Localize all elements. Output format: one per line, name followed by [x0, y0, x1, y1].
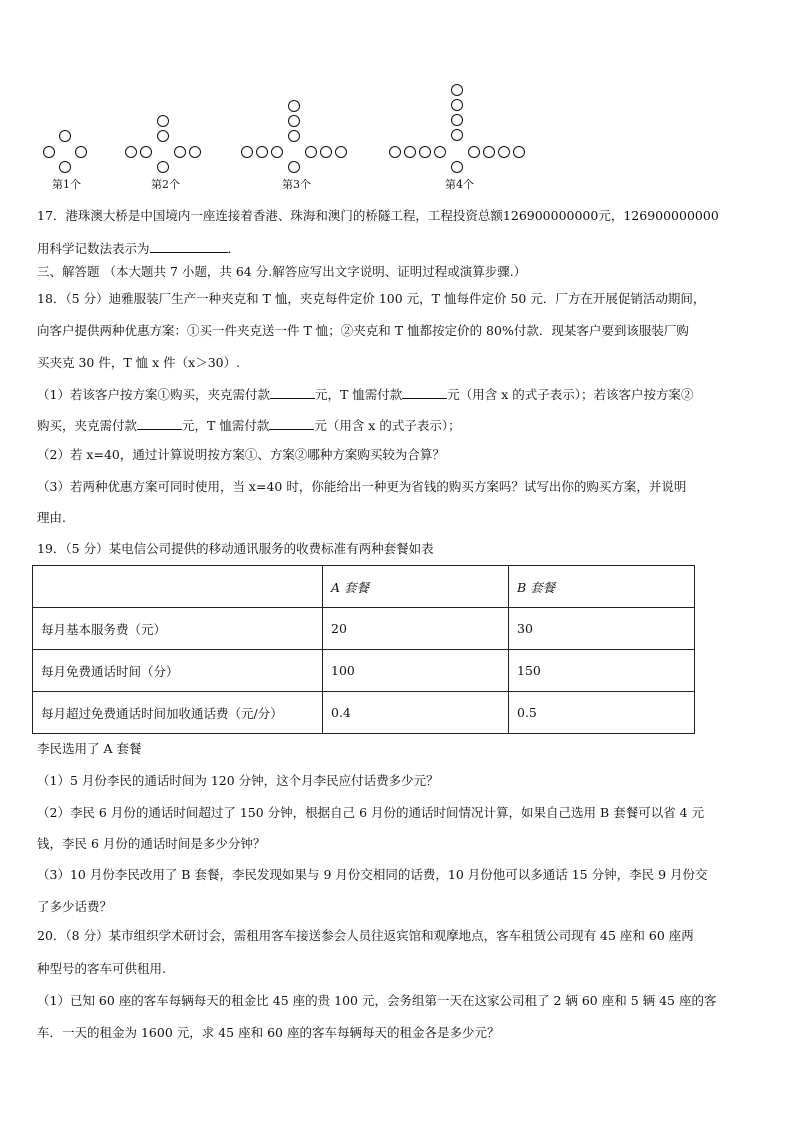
q19-intro: 19．（5 分）某电信公司提供的移动通讯服务的收费标准有两种套餐如表 [37, 541, 434, 556]
table-cell: 150 [509, 650, 695, 692]
q19-part1: （1）5 月份李民的通话时间为 120 分钟，这个月李民应付话费多少元？ [37, 773, 439, 788]
q18-p1-text-f: 元（用含 x 的式子表示）； [314, 418, 461, 433]
table-header-cell [33, 566, 323, 608]
figure-label-3: 第3个 [282, 178, 311, 191]
table-row [33, 650, 695, 692]
table-cell: 20 [323, 608, 509, 650]
pattern-circle [60, 131, 71, 142]
circle-patterns [0, 75, 794, 200]
pattern-circle [158, 131, 169, 142]
table-header-cell: B 套餐 [509, 566, 695, 608]
q18-p1-text-c: 元（用含 x 的式子表示）；若该客户按方案② [447, 387, 694, 402]
q18-part3-line-1: （3）若两种优惠方案可同时使用，当 x=40 时，你能给出一种更为省钱的购买方案吗？试写出你的购买方案，并说明 [37, 479, 687, 494]
q20-line-2: 种型号的客车可供租用. [37, 961, 166, 976]
pattern-circle [242, 147, 253, 158]
pattern-circle [158, 162, 169, 173]
pattern-circle [190, 147, 201, 158]
q19-after-table: 李民选用了 A 套餐 [37, 741, 142, 756]
q18-part1-line-1 [37, 386, 694, 403]
pattern-circle [514, 147, 525, 158]
pattern-circle [390, 147, 401, 158]
q19-part3-line-2: 了多少话费？ [37, 899, 113, 914]
q20-line-1: 20．（8 分）某市组织学术研讨会，需租用客车接送参会人员往返宾馆和观摩地点，客车租赁公司现有 45 座和 60 座两 [37, 928, 694, 943]
answer-blank [269, 417, 314, 430]
pattern-circle [321, 147, 332, 158]
pattern-circle [484, 147, 495, 158]
pattern-circle [76, 147, 87, 158]
q18-p1-text-b: 元，T 恤需付款 [314, 387, 403, 402]
pattern-circle [405, 147, 416, 158]
pattern-circle [420, 147, 431, 158]
section-3-title: 三、解答题 （本大题共 7 小题，共 64 分.解答应写出文字说明、证明过程或演算步骤.） [37, 264, 527, 279]
answer-blank [137, 417, 182, 430]
q17-suffix: ． [227, 241, 241, 256]
q20-part1-line-1: （1）已知 60 座的客车每辆每天的租金比 45 座的贵 100 元，会务组第一天在这家公司租了 2 辆 60 座和 5 辆 45 座的客 [37, 993, 717, 1008]
table-cell: 每月免费通话时间（分） [33, 650, 323, 692]
figure-label-1: 第1个 [52, 178, 81, 191]
pattern-circle [257, 147, 268, 158]
q18-line-1: 18．（5 分）迪雅服装厂生产一种夹克和 T 恤，夹克每件定价 100 元，T 恤每件定价 50 元．厂方在开展促销活动期间， [37, 291, 706, 306]
q19-part2-line-2: 钱，李民 6 月份的通话时间是多少分钟？ [37, 836, 266, 851]
pattern-circle [175, 147, 186, 158]
figure-label-2: 第2个 [151, 178, 180, 191]
pattern-figures [0, 75, 794, 200]
q18-p1-text-d: 购买，夹克需付款 [37, 418, 138, 433]
q18-p1-text-a: （1）若该客户按方案①购买，夹克需付款 [37, 387, 270, 402]
q18-part1-line-2 [37, 417, 461, 434]
answer-blank [150, 240, 228, 253]
q18-line-2: 向客户提供两种优惠方案：①买一件夹克送一件 T 恤；②夹克和 T 恤都按定价的 80%付款．现某客户要到该服装厂购 [37, 323, 689, 338]
pattern-circle [44, 147, 55, 158]
table-row [33, 608, 695, 650]
pattern-circle [158, 116, 169, 127]
q17-line-1: 17．港珠澳大桥是中国境内一座连接着香港、珠海和澳门的桥隧工程，工程投资总额126900000000元，126900000000 [37, 208, 719, 223]
q19-part3-line-1: （3）10 月份李民改用了 B 套餐，李民发现如果与 9 月份交相同的话费，10 月份他可以多通话 15 分钟，李民 9 月份交 [37, 867, 708, 882]
q20-part1-line-2: 车．一天的租金为 1600 元，求 45 座和 60 座的客车每辆每天的租金各是多少元？ [37, 1025, 500, 1040]
table-cell: 每月超过免费通话时间加收通话费（元/分） [33, 692, 323, 734]
q18-part2: （2）若 x=40，通过计算说明按方案①、方案②哪种方案购买较为合算？ [37, 447, 445, 462]
pattern-circle [435, 147, 446, 158]
q18-line-3: 买夹克 30 件，T 恤 x 件（x＞30）. [37, 355, 241, 370]
pattern-circle [141, 147, 152, 158]
table-header-cell: A 套餐 [323, 566, 509, 608]
pattern-circle [272, 147, 283, 158]
pattern-circle [289, 162, 300, 173]
pattern-circle [336, 147, 347, 158]
table-cell: 100 [323, 650, 509, 692]
table-cell: 0.4 [323, 692, 509, 734]
table-cell: 每月基本服务费（元） [33, 608, 323, 650]
pattern-circle [452, 162, 463, 173]
table-row [33, 692, 695, 734]
pattern-circle [452, 115, 463, 126]
table-cell: 0.5 [509, 692, 695, 734]
answer-blank [402, 386, 447, 399]
table-header-row [33, 566, 695, 608]
q17-line-2 [37, 240, 240, 257]
pattern-circle [289, 116, 300, 127]
pattern-circle [126, 147, 137, 158]
pattern-circle [289, 131, 300, 142]
q18-p1-text-e: 元，T 恤需付款 [182, 418, 270, 433]
answer-blank [270, 386, 315, 399]
fee-table [32, 565, 695, 734]
q18-part3-line-2: 理由. [37, 510, 66, 525]
figure-label-4: 第4个 [445, 178, 474, 191]
q17-prefix: 用科学记数法表示为 [37, 241, 150, 256]
pattern-circle [469, 147, 480, 158]
pattern-circle [306, 147, 317, 158]
q19-part2-line-1: （2）李民 6 月份的通话时间超过了 150 分钟，根据自己 6 月份的通话时间情况计算，如果自己选用 B 套餐可以省 4 元 [37, 805, 705, 820]
pattern-circle [452, 130, 463, 141]
pattern-circle [60, 162, 71, 173]
pattern-circle [289, 101, 300, 112]
pattern-circle [452, 100, 463, 111]
table-cell: 30 [509, 608, 695, 650]
pattern-circle [499, 147, 510, 158]
pattern-circle [452, 85, 463, 96]
